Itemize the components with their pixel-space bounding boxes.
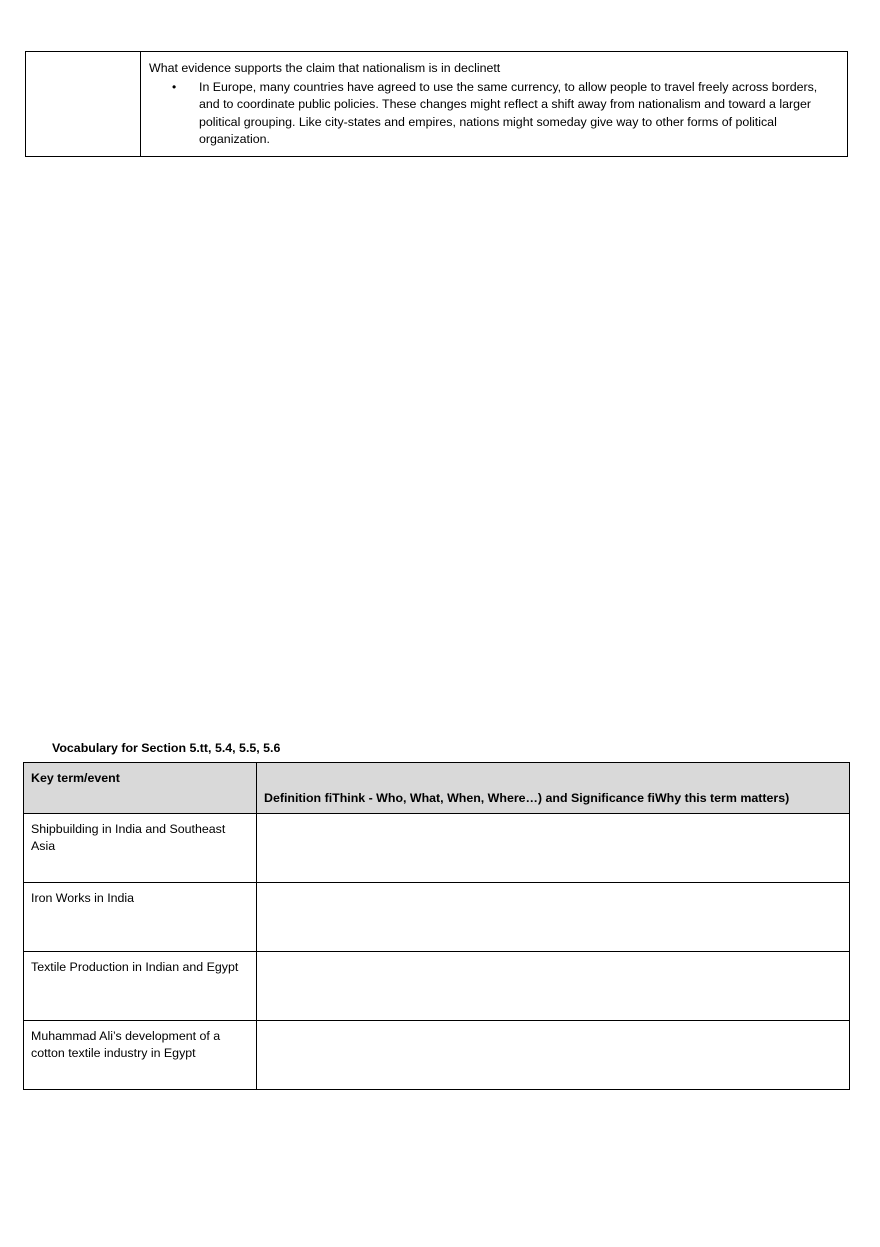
term-cell: Textile Production in Indian and Egypt	[24, 952, 257, 1021]
empty-label-cell	[26, 52, 141, 156]
term-cell: Muhammad Ali’s development of a cotton textile industry in Egypt	[24, 1021, 257, 1090]
vocab-title: Vocabulary for Section 5.tt, 5.4, 5.5, 5.6	[52, 741, 281, 755]
vocab-table	[23, 762, 850, 1090]
definition-cell[interactable]	[257, 952, 850, 1021]
table-row	[24, 1021, 850, 1090]
vocab-header-row	[24, 763, 850, 814]
definition-cell[interactable]	[257, 1021, 850, 1090]
nationalism-question-table	[25, 51, 848, 157]
table-row	[24, 883, 850, 952]
answer-cell	[141, 52, 847, 156]
table-row	[24, 952, 850, 1021]
answer-bullet	[149, 79, 839, 148]
definition-cell[interactable]	[257, 814, 850, 883]
term-cell: Shipbuilding in India and Southeast Asia	[24, 814, 257, 883]
header-definition: Definition fiThink - Who, What, When, Where…) and Significance fiWhy this term matters)	[257, 763, 850, 814]
definition-cell[interactable]	[257, 883, 850, 952]
term-cell: Iron Works in India	[24, 883, 257, 952]
bullet-text: In Europe, many countries have agreed to use the same currency, to allow people to travel freely across borders, and to coordinate public policies. These changes might reflect a shift away from nationalism and toward a larger political grouping. Like city-states and empires, nations might someday give way to other forms of political organization.	[199, 80, 818, 146]
header-key-term: Key term/event	[24, 763, 257, 814]
bullet-icon: •	[172, 80, 177, 95]
question-text: What evidence supports the claim that nationalism is in declinett	[149, 61, 501, 75]
table-row	[24, 814, 850, 883]
